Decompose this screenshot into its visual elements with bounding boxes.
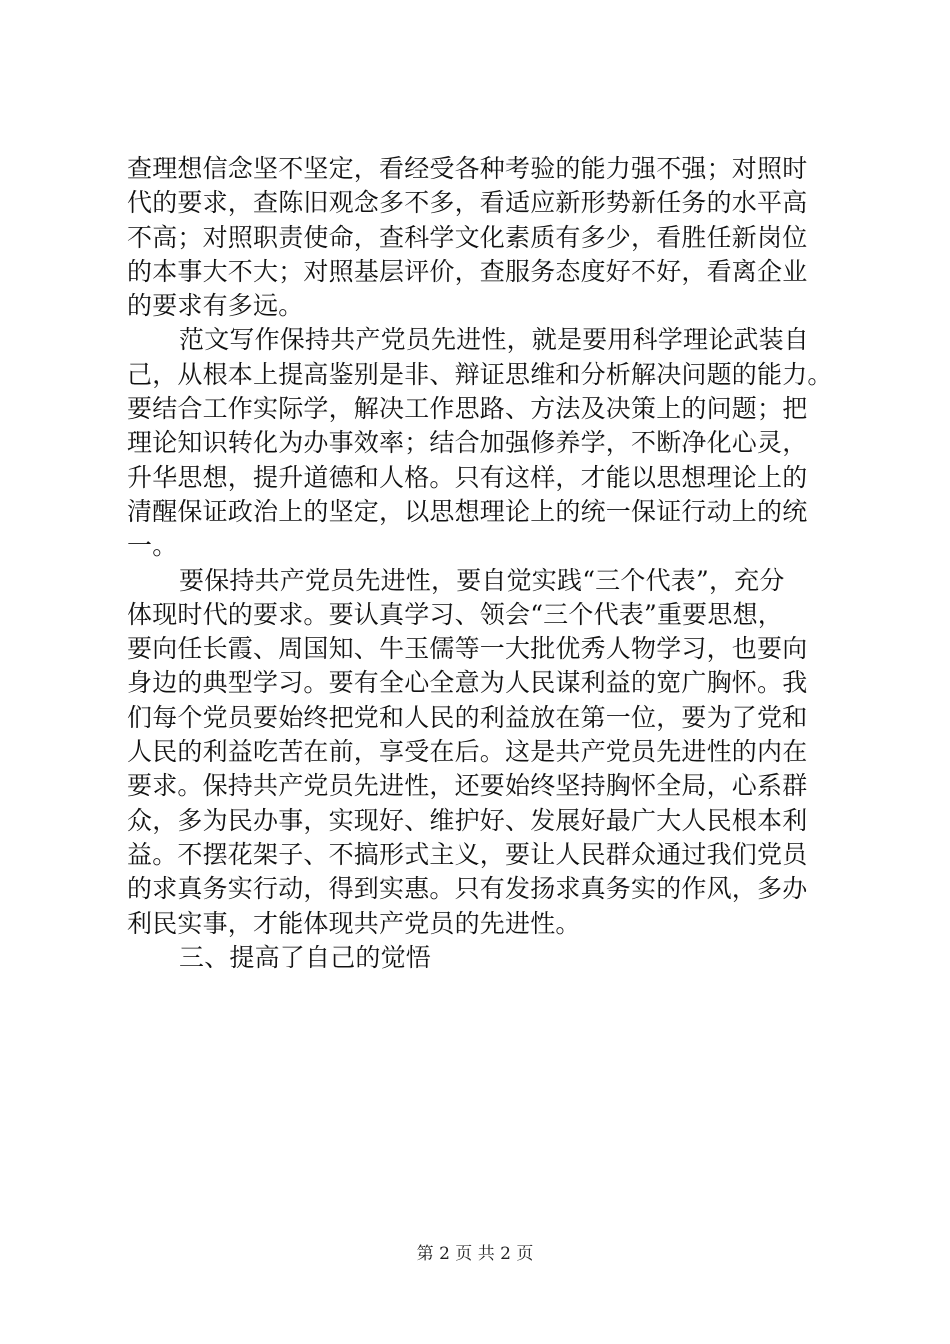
text-line: 代的要求，查陈旧观念多不多，看适应新形势新任务的水平高 <box>127 188 808 218</box>
text-line: 要结合工作实际学，解决工作思路、方法及决策上的问题；把 <box>127 394 808 424</box>
text-line: 理论知识转化为办事效率；结合加强修养学，不断净化心灵， <box>127 428 808 458</box>
text-line: 清醒保证政治上的坚定，以思想理论上的统一保证行动上的统 <box>127 496 808 526</box>
page-footer: 第 2 页 共 2 页 <box>416 1244 534 1264</box>
body-text <box>127 152 833 975</box>
text-line: 的要求有多远。 <box>127 291 304 321</box>
text-line: 己，从根本上提高鉴别是非、辩证思维和分析解决问题的能力。 <box>127 359 833 389</box>
text-line: 查理想信念坚不坚定，看经受各种考验的能力强不强；对照时 <box>127 154 808 183</box>
text-line: 体现时代的要求。要认真学习、领会“三个代表”重要思想， <box>127 599 783 629</box>
text-line: 的求真务实行动，得到实惠。只有发扬求真务实的作风，多办 <box>127 874 808 904</box>
text-line: 利民实事，才能体现共产党员的先进性。 <box>127 908 581 938</box>
text-line: 益。不摆花架子、不搞形式主义，要让人民群众通过我们党员 <box>127 839 808 869</box>
text-line: 人民的利益吃苦在前，享受在后。这是共产党员先进性的内在 <box>127 737 808 767</box>
text-line: 要向任长霞、周国知、牛玉儒等一大批优秀人物学习，也要向 <box>127 634 808 664</box>
section-heading: 三、提高了自己的觉悟 <box>179 942 432 972</box>
text-line: 众，多为民办事，实现好、维护好、发展好最广大人民根本利 <box>127 805 808 835</box>
text-line: 要求。保持共产党员先进性，还要始终坚持胸怀全局，心系群 <box>127 771 808 801</box>
text-line: 身边的典型学习。要有全心全意为人民谋利益的宽广胸怀。我 <box>127 668 808 698</box>
paragraph-first-line: 范文写作保持共产党员先进性，就是要用科学理论武装自 <box>179 325 810 355</box>
text-line: 不高；对照职责使命，查科学文化素质有多少，看胜任新岗位 <box>127 222 808 252</box>
text-line: 的本事大不大；对照基层评价，查服务态度好不好，看离企业 <box>127 256 808 286</box>
paragraph-first-line: 要保持共产党员先进性，要自觉实践“三个代表”，充分 <box>179 565 785 595</box>
text-line: 一。 <box>127 531 178 561</box>
text-line: 升华思想，提升道德和人格。只有这样，才能以思想理论上的 <box>127 462 808 492</box>
text-line: 们每个党员要始终把党和人民的利益放在第一位，要为了党和 <box>127 702 808 732</box>
